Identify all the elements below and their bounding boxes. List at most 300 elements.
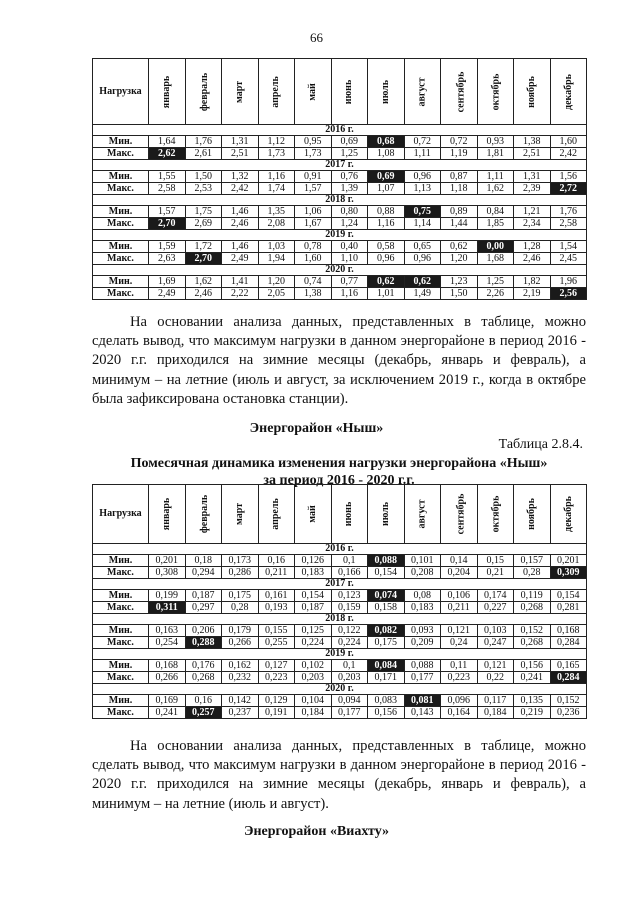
table-cell: 1,74: [258, 183, 295, 195]
header-month: [331, 485, 368, 544]
table-cell: 0,143: [404, 707, 441, 719]
table-cell: 0,156: [368, 707, 405, 719]
year-label: 2019 г.: [93, 649, 587, 660]
table-cell: 0,254: [149, 637, 186, 649]
table-cell: 0,211: [258, 567, 295, 579]
table-cell: 0,093: [404, 625, 441, 637]
year-label: 2018 г.: [93, 614, 587, 625]
header-month: [149, 59, 186, 125]
table-cell: 1,35: [258, 206, 295, 218]
table-cell: 1,67: [295, 218, 332, 230]
table-row-min: [93, 171, 587, 183]
table-cell: 0,117: [477, 695, 514, 707]
table-cell: 0,288: [185, 637, 222, 649]
table-cell: 1,38: [295, 288, 332, 300]
table-cell: 0,184: [477, 707, 514, 719]
table-cell: 0,169: [149, 695, 186, 707]
row-label-max: Макс.: [93, 288, 149, 300]
header-month-label: март: [233, 502, 245, 526]
table-cell: 0,135: [514, 695, 551, 707]
table-cell: 0,224: [295, 637, 332, 649]
table-cell: 1,68: [477, 253, 514, 265]
table-cell: 1,49: [404, 288, 441, 300]
table-cell: 1,25: [477, 276, 514, 288]
table-cell: 2,26: [477, 288, 514, 300]
table-cell: 0,75: [404, 206, 441, 218]
row-label-max: Макс.: [93, 253, 149, 265]
table-cell: 0,082: [368, 625, 405, 637]
table-cell: 0,175: [368, 637, 405, 649]
row-label-max: Макс.: [93, 672, 149, 684]
table-cell: 0,224: [331, 637, 368, 649]
row-label-max: Макс.: [93, 148, 149, 160]
year-label: 2016 г.: [93, 125, 587, 136]
header-month: [441, 59, 478, 125]
table-cell: 1,94: [258, 253, 295, 265]
table-cell: 0,18: [185, 555, 222, 567]
table-cell: 0,284: [550, 672, 587, 684]
table-cell: 0,094: [331, 695, 368, 707]
table-cell: 1,23: [441, 276, 478, 288]
table-cell: 2,34: [514, 218, 551, 230]
table-cell: 1,96: [550, 276, 587, 288]
table-cell: 2,51: [514, 148, 551, 160]
table-cell: 0,074: [368, 590, 405, 602]
header-month: [258, 485, 295, 544]
table-cell: 0,62: [368, 276, 405, 288]
table-cell: 1,69: [149, 276, 186, 288]
table-cell: 0,161: [258, 590, 295, 602]
table-cell: 0,206: [185, 625, 222, 637]
table-cell: 0,081: [404, 695, 441, 707]
table-cell: 1,21: [514, 206, 551, 218]
table-row-min: [93, 555, 587, 567]
table-cell: 0,72: [404, 136, 441, 148]
table-cell: 2,08: [258, 218, 295, 230]
header-month-label: февраль: [198, 72, 210, 111]
table-cell: 0,154: [550, 590, 587, 602]
table-cell: 0,183: [404, 602, 441, 614]
table-cell: 0,15: [477, 555, 514, 567]
header-month: [185, 59, 222, 125]
table-cell: 1,18: [441, 183, 478, 195]
table-cell: 0,162: [222, 660, 259, 672]
table-cell: 0,159: [331, 602, 368, 614]
table-cell: 0,174: [477, 590, 514, 602]
header-month: [514, 485, 551, 544]
header-month: [368, 485, 405, 544]
header-month-label: апрель: [270, 498, 282, 530]
table-cell: 0,28: [514, 567, 551, 579]
table-cell: 0,164: [441, 707, 478, 719]
header-month-label: август: [416, 77, 428, 106]
header-month-label: июль: [379, 501, 391, 527]
table-cell: 0,232: [222, 672, 259, 684]
table-cell: 0,281: [550, 602, 587, 614]
table-cell: 0,121: [477, 660, 514, 672]
header-month: [550, 59, 587, 125]
table-cell: 0,084: [368, 660, 405, 672]
table-row-max: [93, 183, 587, 195]
table-cell: 0,103: [477, 625, 514, 637]
table-cell: 0,208: [404, 567, 441, 579]
table-cell: 0,184: [295, 707, 332, 719]
table-cell: 0,204: [441, 567, 478, 579]
table-cell: 0,95: [295, 136, 332, 148]
table-cell: 1,06: [295, 206, 332, 218]
header-month: [404, 485, 441, 544]
table-header-row: [93, 485, 587, 544]
conclusion-paragraph-1: На основании анализа данных, представленных в таблице, можно сделать вывод, что максимум нагрузки в данном энергорайоне в период 2016 - 2020 г.г. приходился на зимние месяцы (декабрь, январь и февраль), а минимум – на летние (июль и август, за исключением 2019 г., когда в октябре была зафиксирована остановка станции).: [92, 314, 586, 407]
table-cell: 0,28: [222, 602, 259, 614]
table-cell: 1,60: [295, 253, 332, 265]
table-cell: 1,54: [550, 241, 587, 253]
header-month-label: август: [416, 499, 428, 529]
table-cell: 0,255: [258, 637, 295, 649]
table-row-max: [93, 707, 587, 719]
table-cell: 1,76: [185, 136, 222, 148]
table-cell: 0,24: [441, 637, 478, 649]
table-cell: 1,16: [368, 218, 405, 230]
table-row-max: [93, 637, 587, 649]
table-cell: 1,28: [514, 241, 551, 253]
table-cell: 2,42: [222, 183, 259, 195]
table-cell: 1,73: [258, 148, 295, 160]
table-cell: 2,46: [514, 253, 551, 265]
table-cell: 0,69: [368, 171, 405, 183]
table-row-min: [93, 660, 587, 672]
table-cell: 0,102: [295, 660, 332, 672]
header-month: [331, 59, 368, 125]
header-load-label: Нагрузка: [93, 485, 149, 544]
table-cell: 0,165: [550, 660, 587, 672]
table-cell: 0,236: [550, 707, 587, 719]
table-cell: 0,40: [331, 241, 368, 253]
table-cell: 1,46: [222, 206, 259, 218]
row-label-min: Мин.: [93, 590, 149, 602]
table-cell: 2,70: [149, 218, 186, 230]
row-label-min: Мин.: [93, 276, 149, 288]
year-label: 2018 г.: [93, 195, 587, 206]
section-heading-viakhtu: Энергорайон «Виахту»: [243, 824, 390, 839]
table-cell: 0,268: [185, 672, 222, 684]
table-cell: 1,82: [514, 276, 551, 288]
table-cell: 0,311: [149, 602, 186, 614]
row-label-min: Мин.: [93, 695, 149, 707]
header-month-label: январь: [160, 75, 172, 108]
header-month: [295, 59, 332, 125]
table-cell: 0,96: [404, 171, 441, 183]
header-month-label: июль: [379, 79, 391, 104]
table-row-min: [93, 241, 587, 253]
table-cell: 0,176: [185, 660, 222, 672]
table-cell: 2,05: [258, 288, 295, 300]
header-month-label: декабрь: [562, 73, 574, 110]
table-row-min: [93, 276, 587, 288]
header-month: [477, 485, 514, 544]
year-row: [93, 160, 587, 171]
table-cell: 1,81: [477, 148, 514, 160]
table-cell: 1,55: [149, 171, 186, 183]
table-cell: 0,152: [550, 695, 587, 707]
table-cell: 1,60: [550, 136, 587, 148]
table-cell: 1,76: [550, 206, 587, 218]
header-month: [222, 59, 259, 125]
year-label: 2020 г.: [93, 265, 587, 276]
table-cell: 0,201: [149, 555, 186, 567]
table-cell: 0,154: [368, 567, 405, 579]
table-cell: 2,39: [514, 183, 551, 195]
year-row: [93, 579, 587, 590]
table-cell: 2,62: [149, 148, 186, 160]
header-month: [185, 485, 222, 544]
table-cell: 1,08: [368, 148, 405, 160]
section-heading-nysh: Энергорайон «Ныш»: [249, 421, 384, 436]
table-cell: 1,31: [222, 136, 259, 148]
row-label-max: Макс.: [93, 707, 149, 719]
load-table-nysh: [92, 484, 587, 719]
header-month: [441, 485, 478, 544]
table-cell: 0,088: [368, 555, 405, 567]
header-month-label: сентябрь: [455, 71, 467, 112]
table-cell: 0,154: [295, 590, 332, 602]
table-cell: 2,69: [185, 218, 222, 230]
table-cell: 2,58: [550, 218, 587, 230]
table-cell: 0,156: [514, 660, 551, 672]
table-cell: 0,129: [258, 695, 295, 707]
table-cell: 0,72: [441, 136, 478, 148]
table-cell: 0,191: [258, 707, 295, 719]
table-cell: 1,57: [295, 183, 332, 195]
year-row: [93, 125, 587, 136]
header-month-label: февраль: [198, 494, 210, 534]
row-label-min: Мин.: [93, 171, 149, 183]
table-cell: 0,203: [331, 672, 368, 684]
table-cell: 1,38: [514, 136, 551, 148]
table-cell: 1,31: [514, 171, 551, 183]
table-cell: 0,16: [185, 695, 222, 707]
header-month: [295, 485, 332, 544]
header-month-label: ноябрь: [525, 75, 537, 108]
table-cell: 0,223: [441, 672, 478, 684]
table-cell: 0,297: [185, 602, 222, 614]
table-cell: 1,24: [331, 218, 368, 230]
year-row: [93, 649, 587, 660]
year-label: 2020 г.: [93, 684, 587, 695]
header-month-label: октябрь: [489, 73, 501, 110]
header-month-label: июнь: [343, 79, 355, 104]
table-cell: 0,209: [404, 637, 441, 649]
table-cell: 0,179: [222, 625, 259, 637]
table-cell: 1,14: [404, 218, 441, 230]
table-number: Таблица 2.8.4.: [498, 437, 583, 452]
table-cell: 0,68: [368, 136, 405, 148]
row-label-min: Мин.: [93, 660, 149, 672]
header-month-label: июнь: [343, 501, 355, 527]
row-label-max: Макс.: [93, 637, 149, 649]
table-row-min: [93, 206, 587, 218]
header-month-label: март: [233, 80, 245, 103]
table-cell: 0,257: [185, 707, 222, 719]
table-row-max: [93, 567, 587, 579]
table-cell: 1,59: [149, 241, 186, 253]
table-cell: 1,19: [441, 148, 478, 160]
table-cell: 0,286: [222, 567, 259, 579]
header-load-label: Нагрузка: [93, 59, 149, 125]
table-cell: 0,74: [295, 276, 332, 288]
table-cell: 1,03: [258, 241, 295, 253]
table-cell: 0,96: [368, 253, 405, 265]
table-cell: 0,84: [477, 206, 514, 218]
table-cell: 0,163: [149, 625, 186, 637]
table-cell: 0,308: [149, 567, 186, 579]
table-cell: 0,89: [441, 206, 478, 218]
table-row-max: [93, 148, 587, 160]
table-cell: 0,88: [368, 206, 405, 218]
header-month: [222, 485, 259, 544]
table-cell: 0,247: [477, 637, 514, 649]
table-cell: 0,106: [441, 590, 478, 602]
table-cell: 0,127: [258, 660, 295, 672]
table-cell: 0,16: [258, 555, 295, 567]
table-cell: 0,126: [295, 555, 332, 567]
table-cell: 1,12: [258, 136, 295, 148]
table-cell: 2,46: [185, 288, 222, 300]
table-cell: 1,39: [331, 183, 368, 195]
table-cell: 0,177: [331, 707, 368, 719]
table-cell: 1,10: [331, 253, 368, 265]
table-cell: 2,49: [222, 253, 259, 265]
table-cell: 1,13: [404, 183, 441, 195]
table-cell: 2,56: [550, 288, 587, 300]
table-cell: 1,11: [477, 171, 514, 183]
header-month-label: ноябрь: [525, 498, 537, 530]
row-label-min: Мин.: [93, 241, 149, 253]
table-cell: 2,63: [149, 253, 186, 265]
table-cell: 0,294: [185, 567, 222, 579]
table-cell: 0,125: [295, 625, 332, 637]
table-cell: 0,187: [295, 602, 332, 614]
table-cell: 2,61: [185, 148, 222, 160]
year-row: [93, 265, 587, 276]
year-row: [93, 614, 587, 625]
header-month: [550, 485, 587, 544]
table-cell: 0,101: [404, 555, 441, 567]
table-cell: 0,62: [404, 276, 441, 288]
row-label-min: Мин.: [93, 555, 149, 567]
table-cell: 0,237: [222, 707, 259, 719]
table-caption-line-1: Помесячная динамика изменения нагрузки энергорайона «Ныш»: [130, 456, 548, 471]
table-row-max: [93, 672, 587, 684]
table-cell: 0,266: [222, 637, 259, 649]
table-cell: 0,104: [295, 695, 332, 707]
table-cell: 1,62: [477, 183, 514, 195]
table-cell: 1,75: [185, 206, 222, 218]
table-cell: 0,62: [441, 241, 478, 253]
table-cell: 1,07: [368, 183, 405, 195]
year-row: [93, 544, 587, 555]
table-cell: 0,284: [550, 637, 587, 649]
row-label-min: Мин.: [93, 136, 149, 148]
table-cell: 0,78: [295, 241, 332, 253]
table-cell: 1,73: [295, 148, 332, 160]
table-cell: 0,76: [331, 171, 368, 183]
table-cell: 1,85: [477, 218, 514, 230]
table-cell: 2,58: [149, 183, 186, 195]
row-label-max: Макс.: [93, 602, 149, 614]
header-month-label: апрель: [270, 75, 282, 108]
table-cell: 0,122: [331, 625, 368, 637]
table-cell: 0,152: [514, 625, 551, 637]
page-number: 66: [310, 30, 323, 45]
table-cell: 0,93: [477, 136, 514, 148]
table-cell: 0,123: [331, 590, 368, 602]
table-row-min: [93, 695, 587, 707]
header-month: [368, 59, 405, 125]
table-cell: 2,22: [222, 288, 259, 300]
table-cell: 1,64: [149, 136, 186, 148]
table-cell: 0,08: [404, 590, 441, 602]
table-cell: 1,25: [331, 148, 368, 160]
table-cell: 0,119: [514, 590, 551, 602]
table-cell: 0,096: [441, 695, 478, 707]
table-cell: 0,183: [295, 567, 332, 579]
table-cell: 2,70: [185, 253, 222, 265]
table-cell: 0,1: [331, 660, 368, 672]
table-cell: 2,51: [222, 148, 259, 160]
table-cell: 2,49: [149, 288, 186, 300]
table-row-min: [93, 136, 587, 148]
table-cell: 2,42: [550, 148, 587, 160]
table-cell: 0,65: [404, 241, 441, 253]
year-label: 2016 г.: [93, 544, 587, 555]
header-month-label: май: [306, 82, 318, 101]
header-month-label: октябрь: [489, 495, 501, 533]
table-cell: 2,19: [514, 288, 551, 300]
table-cell: 1,16: [331, 288, 368, 300]
table-cell: 0,223: [258, 672, 295, 684]
table-cell: 0,69: [331, 136, 368, 148]
table-row-min: [93, 625, 587, 637]
year-label: 2019 г.: [93, 230, 587, 241]
table-cell: 0,227: [477, 602, 514, 614]
table-row-max: [93, 602, 587, 614]
row-label-min: Мин.: [93, 625, 149, 637]
table-cell: 0,241: [514, 672, 551, 684]
table-cell: 0,171: [368, 672, 405, 684]
table-cell: 0,00: [477, 241, 514, 253]
table-cell: 0,219: [514, 707, 551, 719]
table-cell: 0,241: [149, 707, 186, 719]
table-cell: 1,20: [441, 253, 478, 265]
table-cell: 1,32: [222, 171, 259, 183]
table-cell: 0,266: [149, 672, 186, 684]
table-cell: 0,309: [550, 567, 587, 579]
table-cell: 0,58: [368, 241, 405, 253]
table-cell: 0,268: [514, 602, 551, 614]
row-label-max: Макс.: [93, 183, 149, 195]
table-cell: 1,01: [368, 288, 405, 300]
table-cell: 0,168: [550, 625, 587, 637]
header-month: [258, 59, 295, 125]
table-cell: 1,16: [258, 171, 295, 183]
table-cell: 0,201: [550, 555, 587, 567]
row-label-max: Макс.: [93, 567, 149, 579]
header-month: [149, 485, 186, 544]
table-cell: 0,11: [441, 660, 478, 672]
table-row-max: [93, 218, 587, 230]
table-cell: 1,50: [441, 288, 478, 300]
